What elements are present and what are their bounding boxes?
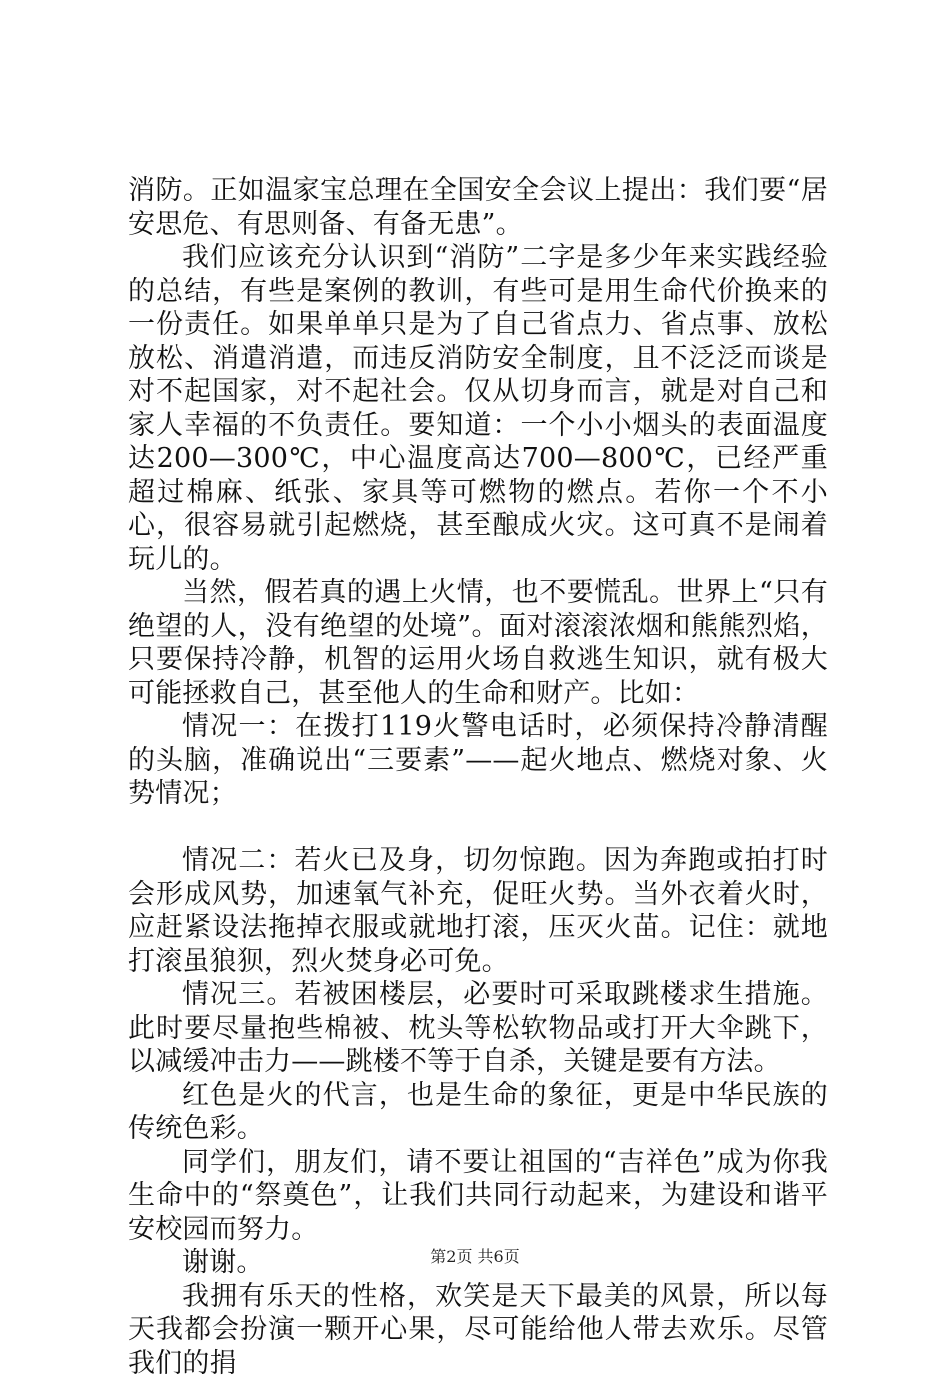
paragraph: 红色是火的代言，也是生命的象征，更是中华民族的传统色彩。 (128, 1079, 828, 1146)
paragraph: 同学们，朋友们，请不要让祖国的“吉祥色”成为你我生命中的“祭奠色”，让我们共同行动起来，为建设和谐平安校园而努力。 (128, 1146, 828, 1247)
paragraph: 我们应该充分认识到“消防”二字是多少年来实践经验的总结，有些是案例的教训，有些可是用生命代价换来的一份责任。如果单单只是为了自己省点力、省点事、放松放松、消遣消遣，而违反消防安全制度，且不泛泛而谈是对不起国家，对不起社会。仅从切身而言，就是对自己和家人幸福的不负责任。要知道：一个小小烟头的表面温度达200—300℃，中心温度高达700—800℃，已经严重超过棉麻、纸张、家具等可燃物的燃点。若你一个不小心，很容易就引起燃烧，甚至酿成火灾。这可真不是闹着玩儿的。 (128, 241, 828, 576)
page-number-footer: 第2页 共6页 (0, 1244, 950, 1267)
paragraph: 情况二：若火已及身，切勿惊跑。因为奔跑或拍打时会形成风势，加速氧气补充，促旺火势。当外衣着火时，应赶紧设法拖掉衣服或就地打滚，压灭火苗。记住：就地打滚虽狼狈，烈火焚身必可免。 (128, 844, 828, 978)
paragraph: 情况三。若被困楼层，必要时可采取跳楼求生措施。此时要尽量抱些棉被、枕头等松软物品或打开大伞跳下，以减缓冲击力——跳楼不等于自杀，关键是要有方法。 (128, 978, 828, 1079)
paragraph: 我拥有乐天的性格，欢笑是天下最美的风景，所以每天我都会扮演一颗开心果，尽可能给他人带去欢乐。尽管我们的捐 (128, 1280, 828, 1380)
document-body (128, 174, 828, 1380)
paragraph: 情况一：在拨打119火警电话时，必须保持冷静清醒的头脑，准确说出“三要素”——起火地点、燃烧对象、火势情况； (128, 710, 828, 811)
blank-line (128, 811, 828, 845)
paragraph: 消防。正如温家宝总理在全国安全会议上提出：我们要“居安思危、有思则备、有备无患”。 (128, 174, 828, 241)
paragraph: 谢谢。 (128, 1246, 828, 1280)
paragraph: 当然，假若真的遇上火情，也不要慌乱。世界上“只有绝望的人，没有绝望的处境”。面对滚滚浓烟和熊熊烈焰，只要保持冷静，机智的运用火场自救逃生知识，就有极大可能拯救自己，甚至他人的生命和财产。比如： (128, 576, 828, 710)
